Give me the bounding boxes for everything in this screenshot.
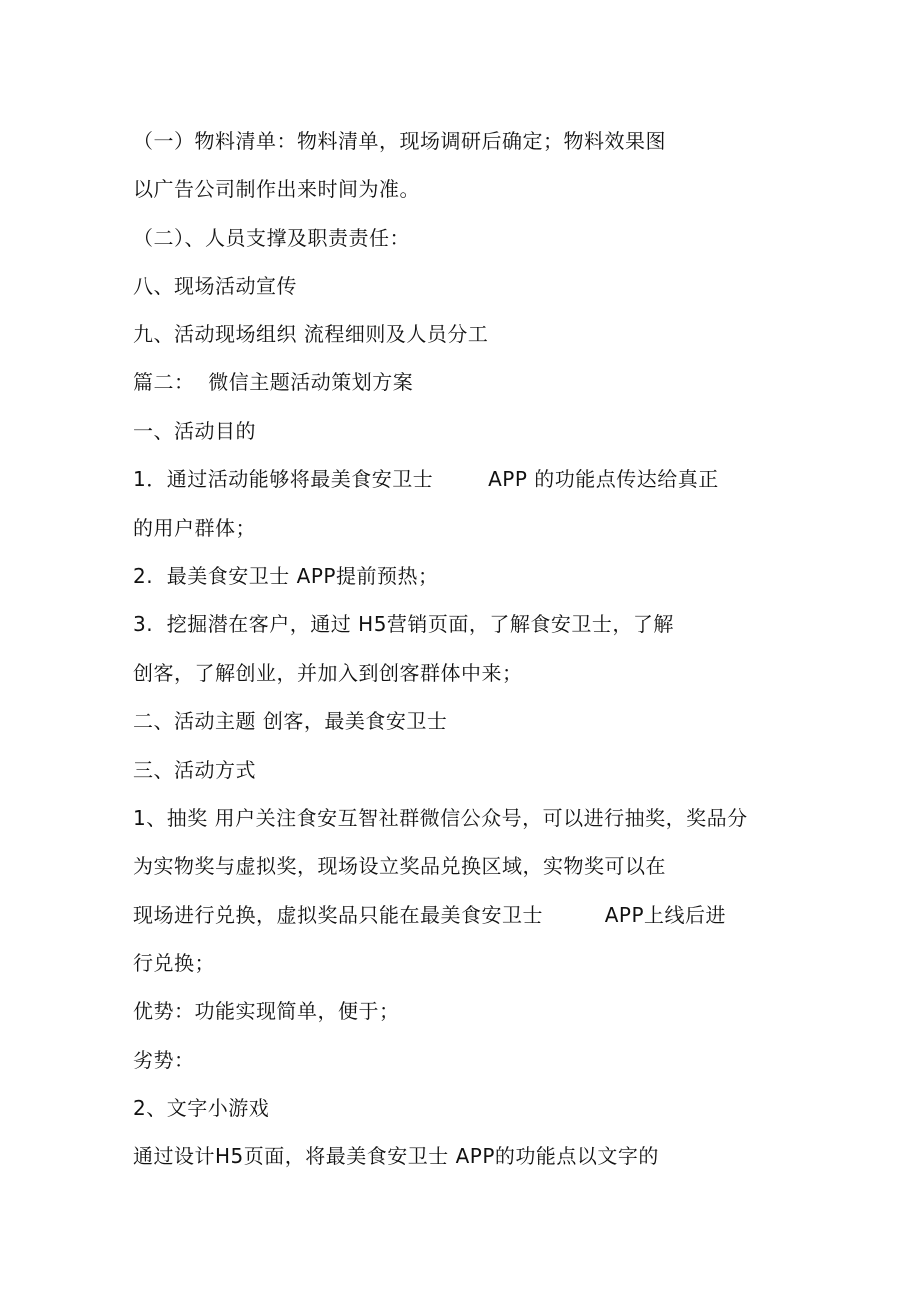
text-line: 以广告公司制作出来时间为准。 [133, 177, 420, 201]
text-line: 八、现场活动宣传 [133, 274, 297, 298]
text-line: （二）、人员支撑及职责责任： [133, 226, 410, 250]
text-line: 二、活动主题 创客，最美食安卫士 [133, 709, 448, 733]
text-line: 的用户群体； [133, 516, 256, 540]
text-line: 劣势： [133, 1048, 195, 1072]
text-line: 优势：功能实现简单，便于； [133, 999, 400, 1023]
text-line: 为实物奖与虚拟奖，现场设立奖品兑换区域，实物奖可以在 [133, 854, 666, 878]
text-line: 创客，了解创业，并加入到创客群体中来； [133, 661, 523, 685]
text-line: 行兑换； [133, 951, 215, 975]
text-line: 一、活动目的 [133, 419, 256, 443]
text-line: 通过设计H5页面，将最美食安卫士 APP的功能点以文字的 [133, 1144, 659, 1168]
text-line: 2. 最美食安卫士 APP提前预热； [133, 564, 439, 588]
text-line: 2、文字小游戏 [133, 1096, 270, 1120]
text-line: （一）物料清单：物料清单，现场调研后确定；物料效果图 [133, 129, 666, 153]
text-line: 3. 挖掘潜在客户，通过 H5营销页面，了解食安卫士，了解 [133, 612, 674, 636]
text-line: 1．通过活动能够将最美食安卫士 APP 的功能点传达给真正 [133, 467, 719, 491]
text-line: 现场进行兑换，虚拟奖品只能在最美食安卫士 APP上线后进 [133, 903, 727, 927]
text-line: 1、抽奖 用户关注食安互智社群微信公众号，可以进行抽奖，奖品分 [133, 806, 748, 830]
text-line: 篇二： 微信主题活动策划方案 [133, 370, 414, 394]
text-line: 九、活动现场组织 流程细则及人员分工 [133, 322, 489, 346]
text-line: 三、活动方式 [133, 758, 256, 782]
